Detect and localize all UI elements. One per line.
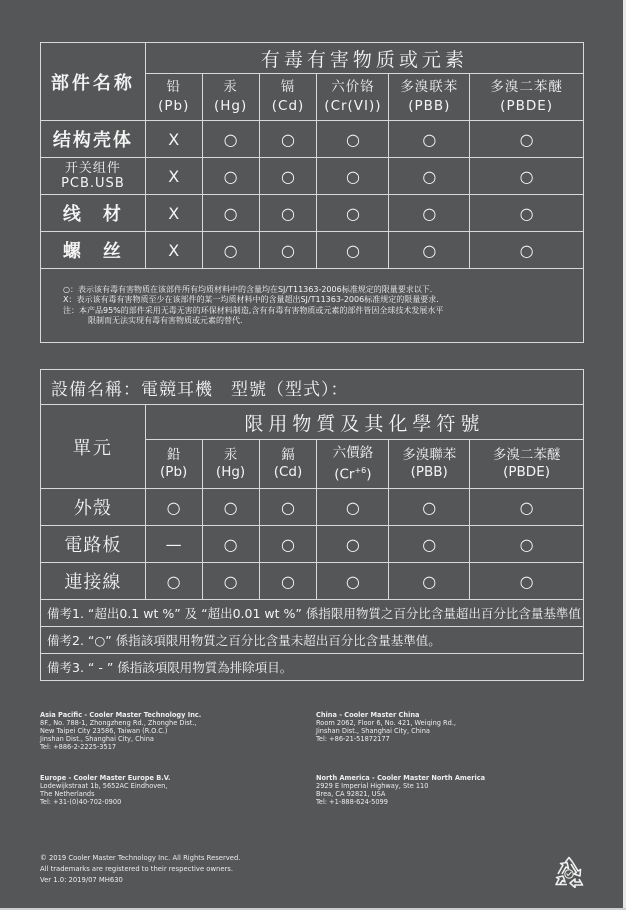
office-line: The Netherlands <box>40 790 95 798</box>
copyright-block <box>40 853 240 886</box>
substance-symbol: (Hg) <box>215 464 246 480</box>
table-cell: ○ <box>317 563 389 600</box>
substance-name: 六價鉻 <box>332 444 374 461</box>
table-cell: ○ <box>202 232 259 269</box>
table-cell: ○ <box>202 489 259 526</box>
substance-name: 多溴聯苯 <box>402 447 457 463</box>
office-line: 2929 E Imperial Highway, Ste 110 <box>316 782 429 790</box>
table-cell: ○ <box>470 195 584 232</box>
note-line: X：表示该有毒有害物质至少在该部件的某一均质材料中的含量超出SJ/T11363-2006标准规定的限量要求. <box>63 295 439 304</box>
substance-header <box>259 74 317 121</box>
substance-header <box>389 74 470 121</box>
row-label <box>41 158 146 195</box>
substance-name: 汞 <box>223 447 238 463</box>
row-label: 结构壳体 <box>41 121 146 158</box>
table-cell: ○ <box>317 526 389 563</box>
office-line: Tel: +31-(0)40-702-0900 <box>40 798 122 806</box>
restricted-group-header: 限用物質及其化學符號 <box>145 405 583 440</box>
substance-name: 鉛 <box>166 447 181 463</box>
substance-header <box>145 440 202 489</box>
trademark-line: All trademarks are registered to their respective owners. <box>40 865 234 873</box>
substance-symbol: (PBDE) <box>503 464 551 480</box>
table-cell: ○ <box>259 158 317 195</box>
table-cell: ○ <box>389 121 470 158</box>
table-cell: ○ <box>259 526 317 563</box>
substance-header <box>145 74 202 121</box>
row-label: 线 材 <box>41 195 146 232</box>
table-cell: X <box>145 195 202 232</box>
table-cell: ○ <box>470 158 584 195</box>
substance-name: 多溴联苯 <box>400 79 459 95</box>
office-china <box>316 711 456 743</box>
table-cell: ○ <box>389 563 470 600</box>
office-asia-pacific <box>40 711 201 751</box>
substance-name: 汞 <box>223 79 238 95</box>
office-europe <box>40 774 171 806</box>
table-cell: ○ <box>389 489 470 526</box>
parts-header: 部件名称 <box>41 43 146 121</box>
office-line: Brea, CA 92821, USA <box>316 790 386 798</box>
table-cell: ○ <box>202 121 259 158</box>
substance-name: 鎘 <box>281 447 295 463</box>
substance-symbol: (Hg) <box>214 98 248 114</box>
table-cell: ○ <box>470 232 584 269</box>
note-line: ○：表示该有毒有害物质在该部件所有均质材料中的含量均在SJ/T11363-2006标准规定的限量要求以下. <box>63 284 433 294</box>
china-rohs-table <box>40 42 584 343</box>
table-cell: ○ <box>470 563 584 600</box>
row-label: 連接線 <box>41 563 146 600</box>
substance-symbol: (Cd) <box>271 98 305 114</box>
table-row <box>41 489 584 526</box>
office-line: Tel: +886-2-2225-3517 <box>40 743 117 751</box>
table-cell: — <box>145 526 202 563</box>
table-cell: ○ <box>202 195 259 232</box>
table-row <box>41 232 584 269</box>
office-line: Jinshan Dist., Shanghai City, China <box>40 735 154 743</box>
table-cell: ○ <box>259 121 317 158</box>
table-cell: X <box>145 232 202 269</box>
substance-name: 铅 <box>166 79 181 95</box>
office-line: New Taipei City 23586, Taiwan (R.O.C.) <box>40 727 168 735</box>
table-cell: ○ <box>202 158 259 195</box>
table-cell: ○ <box>202 526 259 563</box>
taiwan-rohs-table <box>40 369 584 681</box>
remark-1: 備考1. “超出0.1 wt %” 及 “超出0.01 wt %” 係指限用物質之百分比含量超出百分比含量基準值 <box>41 600 584 627</box>
office-line: Jinshan Dist., Shanghai City, China <box>316 727 430 735</box>
table-row <box>41 195 584 232</box>
office-title: Asia Pacific - Cooler Master Technology Inc. <box>40 711 202 719</box>
table-cell: ○ <box>389 158 470 195</box>
row-label: 螺 丝 <box>41 232 146 269</box>
copyright-line: © 2019 Cooler Master Technology Inc. All Rights Reserved. <box>40 854 241 862</box>
remark-3: 備考3. “ - ” 係指該項限用物質為排除項目。 <box>41 654 584 681</box>
substance-symbol-end: ) <box>366 466 372 483</box>
note-line: 注：本产品95%的部件采用无毒无害的环保材料制造,含有有毒有害物质或元素的部件皆因全球技术发展水平 <box>63 305 444 315</box>
table-row <box>41 121 584 158</box>
office-north-america <box>316 774 485 806</box>
substance-header <box>202 440 259 489</box>
recycle-icon <box>553 856 585 888</box>
substance-header <box>470 74 584 121</box>
table-cell: ○ <box>389 526 470 563</box>
substance-symbol: (Pb) <box>158 98 190 114</box>
substance-name: 多溴二苯醚 <box>490 79 563 95</box>
table-cell: ○ <box>259 232 317 269</box>
table-cell: ○ <box>259 195 317 232</box>
office-line: Tel: +1-888-624-5099 <box>316 798 388 806</box>
substance-symbol: (Cr(VI)) <box>324 98 382 114</box>
substance-header <box>317 74 389 121</box>
substance-symbol: (PBB) <box>408 98 451 114</box>
substance-header <box>202 74 259 121</box>
substance-symbol: (Pb) <box>160 464 188 480</box>
table-cell: ○ <box>259 563 317 600</box>
table-cell: ○ <box>317 195 389 232</box>
row-label-line1: 开关组件 <box>64 161 121 176</box>
hazardous-group-header: 有毒有害物质或元素 <box>145 43 583 74</box>
notes-cell <box>41 269 584 343</box>
row-label: 電路板 <box>41 526 146 563</box>
table-row <box>41 158 584 195</box>
substance-symbol: (PBDE) <box>500 98 554 114</box>
substance-name: 镉 <box>280 79 296 95</box>
table-cell: ○ <box>202 563 259 600</box>
table-cell: X <box>145 121 202 158</box>
table-cell: ○ <box>317 489 389 526</box>
office-title: China - Cooler Master China <box>316 711 420 719</box>
table-cell: ○ <box>317 232 389 269</box>
office-line: Tel: +86-21-51872177 <box>316 735 390 743</box>
substance-symbol: (Cd) <box>273 464 303 480</box>
table-row <box>41 563 584 600</box>
table-cell: X <box>145 158 202 195</box>
substance-symbol: (PBB) <box>410 464 448 480</box>
substance-header <box>470 440 584 489</box>
remark-2: 備考2. “○” 係指該項限用物質之百分比含量未超出百分比含量基準值。 <box>41 627 584 654</box>
office-line: Lodewijkstraat 1b, 5652AC Eindhoven, <box>40 782 168 790</box>
office-line: 8F., No. 788-1, Zhongzheng Rd., Zhonghe Dist., <box>40 719 197 727</box>
table-row <box>41 526 584 563</box>
table-cell: ○ <box>259 489 317 526</box>
substance-superscript: +6 <box>354 465 367 475</box>
table-cell: ○ <box>470 489 584 526</box>
substance-name: 多溴二苯醚 <box>492 447 561 463</box>
substance-header <box>259 440 317 489</box>
office-line: Room 2062, Floor 6, No. 421, Weiqing Rd., <box>316 719 457 727</box>
substance-header <box>389 440 470 489</box>
row-label: 外殼 <box>41 489 146 526</box>
substance-name: 六价铬 <box>331 79 375 95</box>
table-cell: ○ <box>470 121 584 158</box>
table-cell: ○ <box>389 232 470 269</box>
table-cell: ○ <box>389 195 470 232</box>
table-cell: ○ <box>145 489 202 526</box>
version-line: Ver 1.0: 2019/07 MH630 <box>40 876 123 884</box>
row-label-line2: PCB.USB <box>61 176 125 191</box>
device-line: 設備名稱：電競耳機 型號（型式）： <box>41 370 584 405</box>
office-title: North America - Cooler Master North America <box>316 774 486 782</box>
table-cell: ○ <box>317 158 389 195</box>
table-cell: ○ <box>470 526 584 563</box>
substance-symbol: (Cr <box>334 466 355 483</box>
table-cell: ○ <box>145 563 202 600</box>
office-title: Europe - Cooler Master Europe B.V. <box>40 774 171 782</box>
note-line: 限制而无法实现有毒有害物质或元素的替代. <box>88 316 243 325</box>
table-cell: ○ <box>317 121 389 158</box>
unit-header: 單元 <box>41 405 146 489</box>
substance-header <box>317 440 389 489</box>
